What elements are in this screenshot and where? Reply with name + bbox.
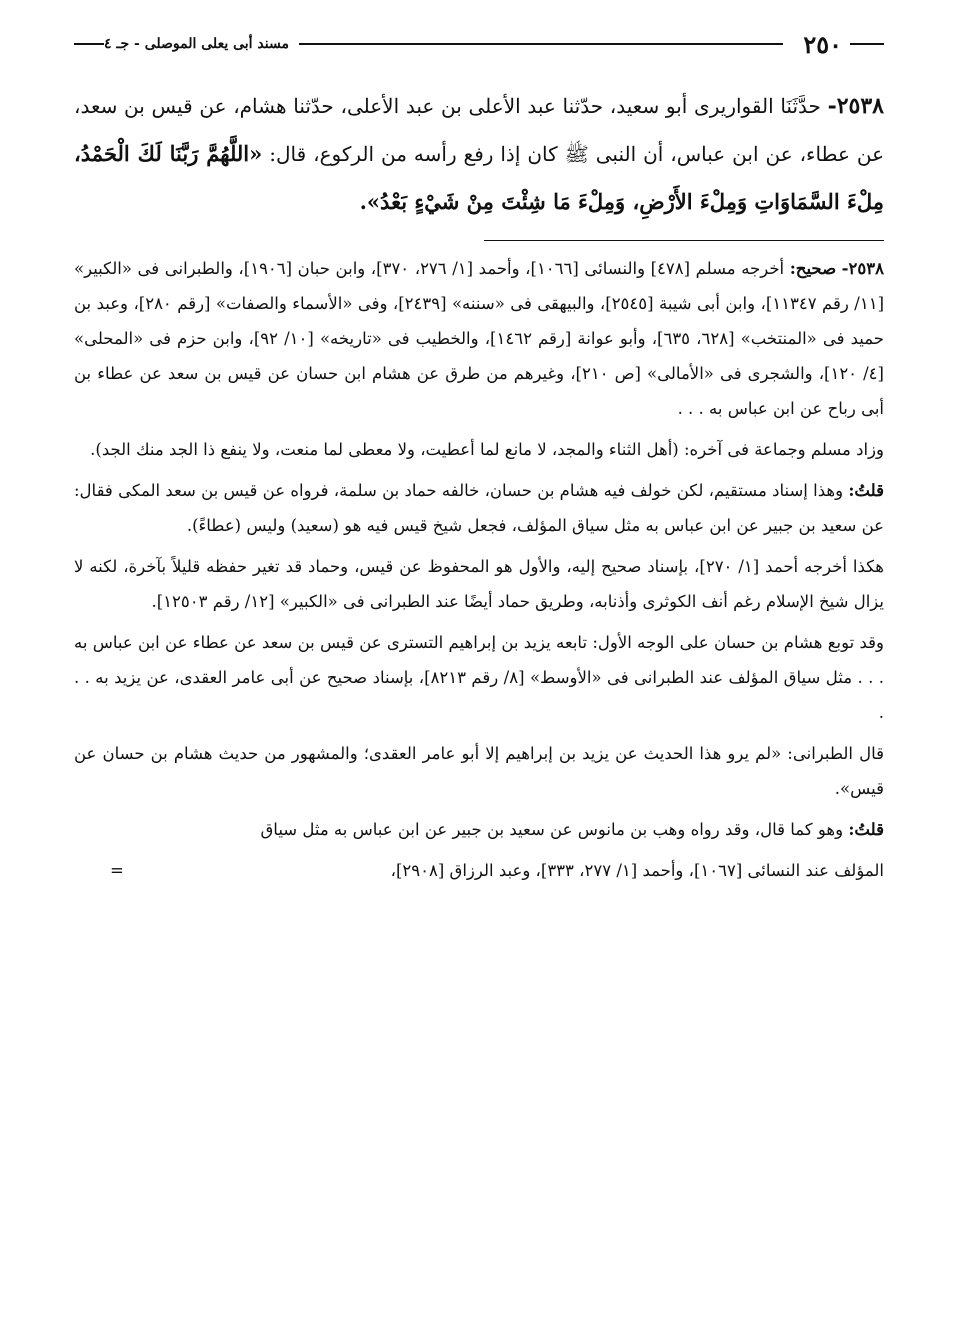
qult-label: قلتُ: <box>848 820 884 839</box>
hadith-number: ٢٥٣٨- <box>827 93 884 119</box>
note-paragraph: هكذا أخرجه أحمد [١/ ٢٧٠]، بإسناد صحيح إليه، والأول هو المحفوظ عن قيس، وحماد قد تغير حفظه قليلاً بآخرة، لكنه لا يزال شيخ الإسلام رغم أنف الكوثرى وأذنابه، وطريق حماد أيضًا عند الطبرانى فى «الكبير» [١٢/ رقم ١٢٥٠٣]. <box>74 557 884 611</box>
note-number: ٢٥٣٨- <box>841 259 884 278</box>
note-paragraph <box>74 473 884 543</box>
hadith-isnad: حدَّثَنَا القواريرى أبو سعيد، حدّثنا عبد الأعلى بن عبد الأعلى، حدّثنا هشام، عن قيس بن سعد، عن عطاء، عن ابن عباس، أن النبى ﷺ كان إذا رفع رأسه من الركوع، قال: <box>74 94 885 166</box>
page-header <box>74 24 884 64</box>
qult-label: قلتُ: <box>848 481 884 500</box>
footnote-separator <box>484 240 884 241</box>
grade-label: صحيح: <box>789 259 837 278</box>
running-title: مسند أبى يعلى الموصلى - جـ ٤ <box>104 36 289 52</box>
page-number: ٢٥٠ <box>803 29 842 59</box>
continuation-mark: = <box>110 861 124 880</box>
note-text-last: المؤلف عند النسائى [١٠٦٧]، وأحمد [١/ ٢٧٧، ٣٣٣]، وعبد الرزاق [٢٩٠٨]، <box>390 861 884 880</box>
takhrij-text: أخرجه مسلم [٤٧٨] والنسائى [١٠٦٦]، وأحمد [١/ ٢٧٦، ٣٧٠]، وابن حبان [١٩٠٦]، والطبرانى فى «الكبير» [١١/ رقم ١١٣٤٧]، وابن أبى شيبة [٢٥٤٥]، والبيهقى فى «سننه» [٢٤٣٩]، وفى «الأسماء والصفات» [رقم ٢٨٠]، وعبد بن حميد فى «المنتخب» [٦٢٨، ٦٣٥]، وأبو عوانة [رقم ١٤٦٢]، والخطيب فى «تاريخه» [١٠/ ٩٢]، وابن حزم فى «المحلى» [٤/ ١٢٠]، والشجرى فى «الأمالى» [ص ٢١٠]، وغيرهم من طرق عن هشام ابن حسان عن قيس بن سعد عن عطاء بن أبى رباح عن ابن عباس به . . . <box>74 259 884 418</box>
note-paragraph: قال الطبرانى: «لم يرو هذا الحديث عن يزيد بن إبراهيم إلا أبو عامر العقدى؛ والمشهور من حديث هشام بن حسان عن قيس». <box>74 744 884 798</box>
note-paragraph: وقد توبع هشام بن حسان على الوجه الأول: تابعه يزيد بن إبراهيم التسترى عن قيس بن سعد عن عطاء عن ابن عباس به . . . مثل سياق المؤلف عند الطبرانى فى «الأوسط» [٨/ رقم ٨٢١٣]، بإسناد صحيح عن أبى عامر العقدى، عن يزيد به . . . <box>74 633 884 722</box>
note-paragraph <box>74 812 884 847</box>
hadith-text <box>74 82 884 226</box>
header-rule-right <box>850 43 884 45</box>
header-rule-middle <box>299 43 783 45</box>
document-page <box>74 24 884 888</box>
note-paragraph <box>74 251 884 426</box>
note-paragraph: وزاد مسلم وجماعة فى آخره: (أهل الثناء والمجد، لا مانع لما أعطيت، ولا معطى لما منعت، ولا ينفع ذا الجد منك الجد). <box>90 440 884 459</box>
last-line <box>74 853 884 888</box>
hadith-matn: «اللَّهُمَّ رَبَّنَا لَكَ الْحَمْدُ، مِلْءَ السَّمَاوَاتِ وَمِلْءَ الأَرْضِ، وَمِلْءَ مَا شِئْتَ مِنْ شَيْءٍ بَعْدُ». <box>74 141 884 214</box>
note-text: وهذا إسناد مستقيم، لكن خولف فيه هشام بن حسان، خالفه حماد بن سلمة، فرواه عن قيس بن سعد المكى فقال: عن سعيد بن جبير عن ابن عباس به مثل سياق المؤلف، فجعل شيخ قيس فيه هو (سعيد) وليس (عطاءً). <box>74 481 884 535</box>
note-text: وهو كما قال، وقد رواه وهب بن مانوس عن سعيد بن جبير عن ابن عباس به مثل سياق <box>260 820 844 839</box>
header-rule-left <box>74 43 104 45</box>
footnotes <box>74 251 884 888</box>
